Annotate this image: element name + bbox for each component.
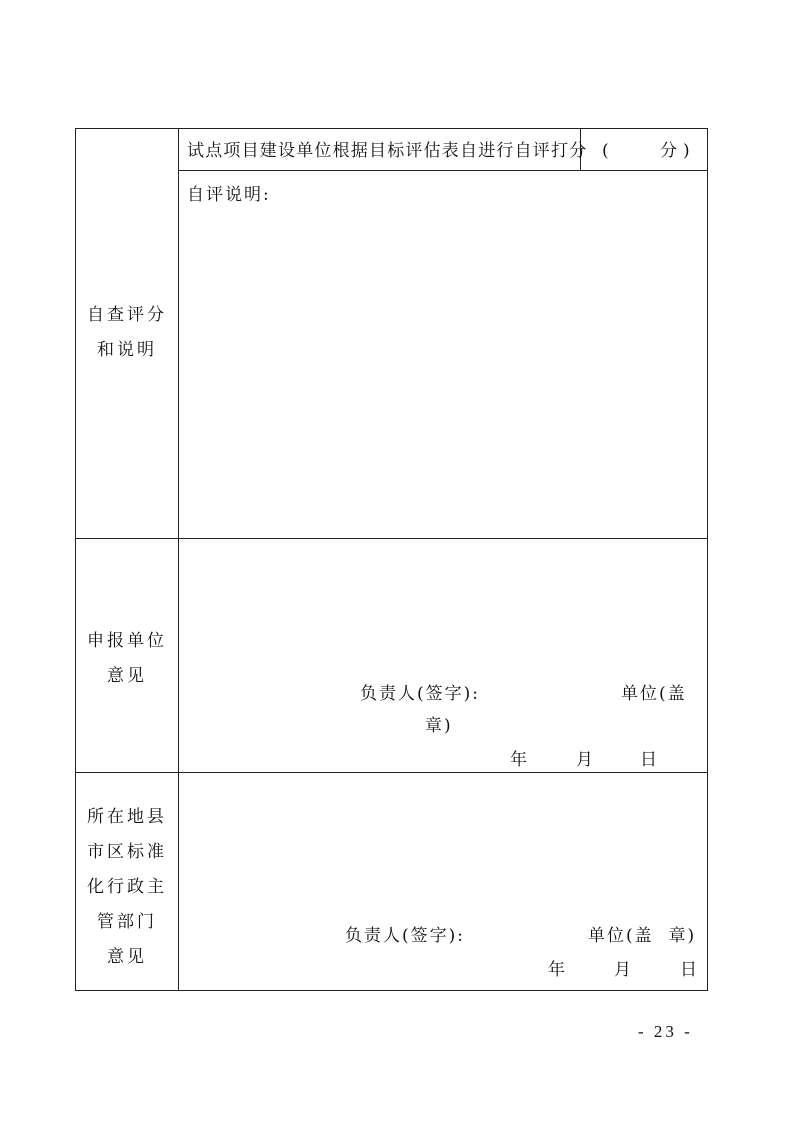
applicant-label-line1: 申报单位 (87, 631, 167, 651)
self-eval-header-text: 试点项目建设单位根据目标评估表自进行自评打分 (187, 141, 588, 161)
county-label-line1: 所在地县 (87, 807, 167, 827)
county-date-year: 年 (548, 960, 567, 980)
county-date-month: 月 (614, 960, 633, 980)
applicant-date-year: 年 (510, 750, 529, 770)
county-date-day: 日 (680, 960, 699, 980)
self-eval-label-line2: 和说明 (97, 340, 157, 360)
row-divider-1 (75, 538, 708, 539)
applicant-label-line2: 意见 (107, 666, 147, 686)
applicant-signer: 负责人(签字): (360, 684, 480, 704)
table-bottom-border (75, 990, 708, 991)
table-top-border (75, 128, 708, 129)
applicant-unit-seal-part2: 章) (425, 716, 453, 736)
applicant-date-day: 日 (640, 750, 659, 770)
self-eval-row-label (75, 298, 179, 368)
applicant-unit-seal-part1: 单位(盖 (621, 684, 687, 704)
county-label-line3: 化行政主 (87, 877, 167, 897)
county-label-line2: 市区标准 (87, 842, 167, 862)
county-label-line4: 管部门 (97, 912, 157, 932)
header-row-divider (178, 170, 708, 171)
county-label-line5: 意见 (107, 947, 147, 967)
table-right-border (707, 128, 708, 991)
county-signer: 负责人(签字): (345, 926, 465, 946)
row-divider-2 (75, 772, 708, 773)
county-unit-seal: 单位(盖 章) (588, 926, 697, 946)
score-unit: 分) (660, 141, 696, 161)
county-row-label (75, 800, 179, 975)
score-open-paren: ( (602, 141, 611, 161)
applicant-row-label (75, 624, 179, 694)
self-eval-notes-label: 自评说明: (187, 185, 271, 205)
self-eval-label-line1: 自查评分 (87, 305, 167, 325)
page-number: - 23 - (638, 1022, 693, 1041)
applicant-date-month: 月 (576, 750, 595, 770)
